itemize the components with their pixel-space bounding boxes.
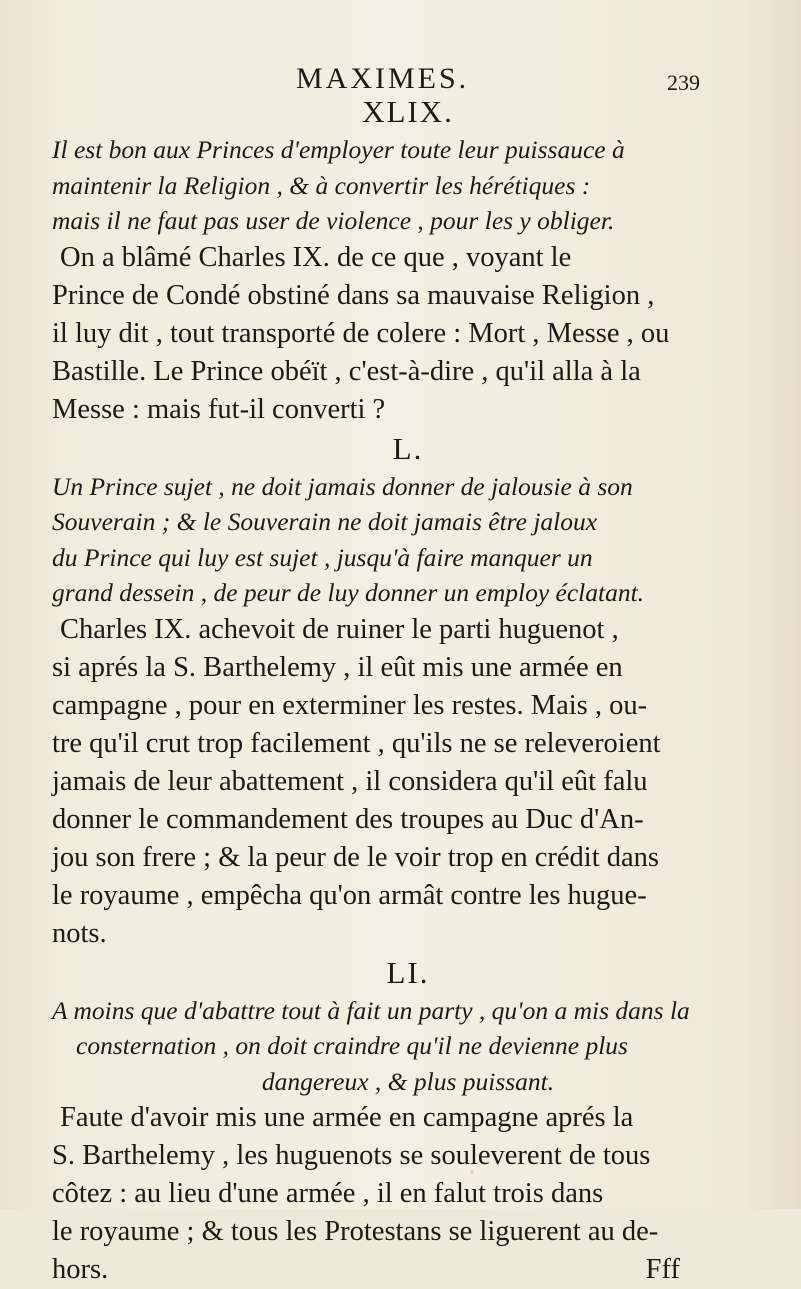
commentary-line: jamais de leur abattement , il considera qu'il eût falu [52, 763, 764, 801]
maxim-line: maintenir la Religion , & à convertir les hérétiques : [52, 168, 764, 204]
commentary-line: On a blâmé Charles IX. de ce que , voyant le [52, 239, 764, 277]
maxim-statement [52, 469, 764, 611]
maxim-section [52, 92, 764, 429]
commentary [52, 611, 764, 953]
commentary-line: jou son frere ; & la peur de le voir trop en crédit dans [52, 839, 764, 877]
commentary-line: Faute d'avoir mis une armée en campagne aprés la [52, 1099, 764, 1137]
final-line [52, 1251, 764, 1289]
commentary-line: côtez : au lieu d'une armée , il en falut trois dans [52, 1175, 764, 1213]
commentary-line: Bastille. Le Prince obéït , c'est-à-dire , qu'il alla à la [52, 353, 764, 391]
commentary [52, 239, 764, 429]
maxim-line: du Prince qui luy est sujet , jusqu'à faire manquer un [52, 540, 764, 576]
maxim-line: grand dessein , de peur de luy donner un employ éclatant. [52, 575, 764, 611]
commentary-line: il luy dit , tout transporté de colere : Mort , Messe , ou [52, 315, 764, 353]
maxim-line: dangereux , & plus puissant. [52, 1064, 764, 1100]
section-number: XLIX. [52, 92, 764, 132]
maxim-line: mais il ne faut pas user de violence , pour les y obliger. [52, 203, 764, 239]
maxim-section [52, 429, 764, 953]
maxim-line: consternation , on doit craindre qu'il ne devienne plus [52, 1028, 764, 1064]
maxim-section [52, 953, 764, 1289]
commentary-line: le royaume ; & tous les Protestans se liguerent au de- [52, 1213, 764, 1251]
maxim-line: Il est bon aux Princes d'employer toute leur puissauce à [52, 132, 764, 168]
maxim-line: Un Prince sujet , ne doit jamais donner de jalousie à son [52, 469, 764, 505]
maxim-line: A moins que d'abattre tout à fait un party , qu'on a mis dans la [52, 993, 764, 1029]
commentary-line: tre qu'il crut trop facilement , qu'ils ne se releveroient [52, 725, 764, 763]
commentary-line: hors. [52, 1251, 108, 1289]
page-number: 239 [667, 70, 700, 96]
commentary-line: si aprés la S. Barthelemy , il eût mis une armée en [52, 649, 764, 687]
maxim-statement [52, 132, 764, 239]
commentary-line: donner le commandement des troupes au Duc d'An- [52, 801, 764, 839]
running-title: MAXIMES. [296, 62, 469, 96]
signature-mark: Fff [646, 1251, 764, 1289]
commentary [52, 1099, 764, 1251]
section-number: LI. [52, 953, 764, 993]
paper-speck [540, 1040, 545, 1045]
commentary-line: Prince de Condé obstiné dans sa mauvaise Religion , [52, 277, 764, 315]
commentary-line: le royaume , empêcha qu'on armât contre les hugue- [52, 877, 764, 915]
commentary-line: Messe : mais fut-il converti ? [52, 391, 764, 429]
section-number: L. [52, 429, 764, 469]
commentary-line: nots. [52, 915, 764, 953]
maxim-line: Souverain ; & le Souverain ne doit jamais être jaloux [52, 504, 764, 540]
text-block [52, 92, 764, 1289]
maxim-statement [52, 993, 764, 1100]
paper-speck [470, 1170, 474, 1174]
commentary-line: Charles IX. achevoit de ruiner le parti huguenot , [52, 611, 764, 649]
commentary-line: campagne , pour en exterminer les restes. Mais , ou- [52, 687, 764, 725]
commentary-line: S. Barthelemy , les huguenots se souleverent de tous [52, 1137, 764, 1175]
